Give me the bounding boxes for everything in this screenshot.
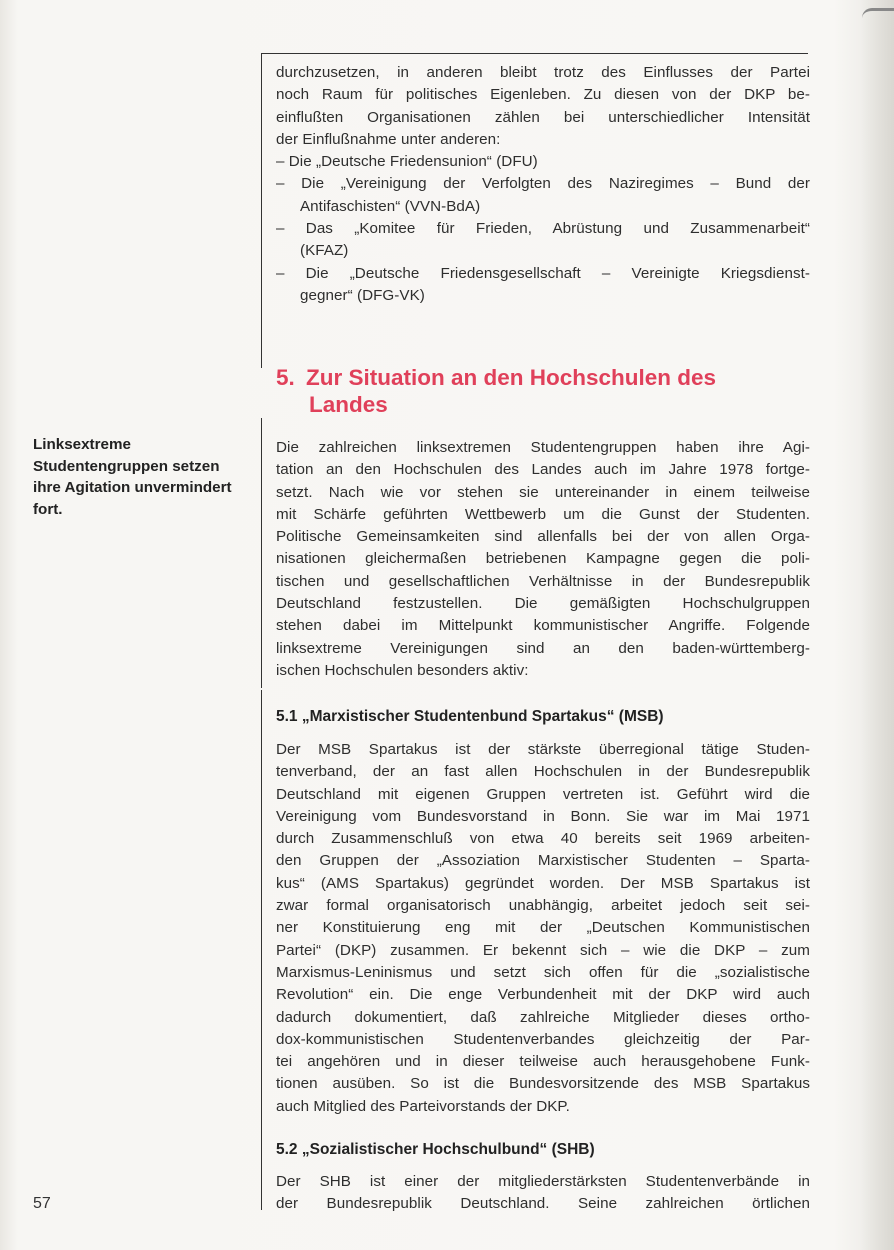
top-rule (262, 53, 808, 54)
section-paragraph (276, 437, 810, 682)
subsection-paragraph (276, 739, 810, 1118)
text-line: mit Schärfe geführten Wettbewerb um die Gunst der Studenten. (276, 505, 810, 523)
column-rule (261, 53, 262, 368)
text-line: tischen und gesellschaftlichen Verhältnisse in der Bundesrepublik (276, 572, 810, 590)
text-line: kus“ (AMS Spartakus) gegründet worden. Der MSB Spartakus ist (276, 874, 810, 892)
text-line: Die zahlreichen linksextremen Studentengruppen haben ihre Agi- (276, 439, 810, 456)
column-rule (261, 418, 262, 688)
text-line: der Bundesrepublik Deutschland. Seine zahlreichen örtlichen (276, 1195, 810, 1213)
list-item: – Das „Komitee für Frieden, Abrüstung und Zusammenarbeit“ (276, 220, 810, 238)
text-line: zwar formal organisatorisch unabhängig, arbeitet jedoch seit sei- (276, 897, 810, 915)
subsection-paragraph (276, 1171, 810, 1216)
text-line: tation an den Hochschulen des Landes auch im Jahre 1978 fortge- (276, 461, 810, 479)
text-line: tionen ausüben. So ist die Bundesvorsitzende des MSB Spartakus (276, 1075, 810, 1093)
list-item: – Die „Vereinigung der Verfolgten des Naziregimes – Bund der (276, 175, 810, 193)
text-line: Der MSB Spartakus ist der stärkste überregional tätige Studen- (276, 741, 810, 758)
text-line: Marxismus-Leninismus und setzt sich offen für die „sozialistische (276, 963, 810, 981)
list-item: – Die „Deutsche Friedensgesellschaft – Vereinigte Kriegsdienst- (276, 264, 810, 282)
text-line: dox-kommunistischen Studentenverbandes gleichzeitig der Par- (276, 1030, 810, 1048)
text-line: Deutschland mit eigenen Gruppen vertreten ist. Geführt wird die (276, 785, 810, 803)
text-line: der Einflußnahme unter anderen: (276, 130, 501, 148)
section-heading (276, 364, 806, 418)
text-line: Vereinigung vom Bundesvorstand in Bonn. Sie war im Mai 1971 (276, 807, 810, 825)
text-line: ner Konstituierung eng mit der „Deutschen Kommunistischen (276, 919, 810, 937)
subsection-heading: 5.1 „Marxistischer Studentenbund Spartakus“ (MSB) (276, 708, 664, 725)
section-number: 5. (276, 365, 295, 390)
page-corner-mark (862, 8, 894, 29)
page-number: 57 (33, 1195, 51, 1212)
text-line: den Gruppen der „Assoziation Marxistischer Studenten – Sparta- (276, 852, 810, 870)
text-line: Der SHB ist einer der mitgliederstärksten Studentenverbände in (276, 1173, 810, 1190)
text-line: einflußten Organisationen zählen bei unterschiedlicher Intensität (276, 108, 810, 126)
text-line: tenverband, der an fast allen Hochschulen in der Bundesrepublik (276, 763, 810, 781)
text-line: stehen dabei im Mittelpunkt kommunistischer Angriffe. Folgende (276, 617, 810, 635)
text-line: durchzusetzen, in anderen bleibt trotz des Einflusses der Partei (276, 64, 810, 81)
text-line: nisationen gleichermaßen betriebenen Kampagne gegen die poli- (276, 550, 810, 568)
text-line: Deutschland festzustellen. Die gemäßigten Hochschulgruppen (276, 595, 810, 613)
list-item-continuation: gegner“ (DFG-VK) (300, 286, 425, 304)
text-line: auch Mitglied des Parteivorstands der DKP. (276, 1097, 570, 1115)
text-line: dadurch dokumentiert, daß zahlreiche Mitglieder dieses ortho- (276, 1008, 810, 1026)
text-line: tei angehören und in dieser teilweise auch herausgehobene Funk- (276, 1053, 810, 1071)
list-item: – Die „Deutsche Friedensunion“ (DFU) (276, 153, 538, 171)
margin-note: Linksextreme Studentengruppen setzen ihre Agitation unvermindert fort. (33, 436, 232, 518)
text-line: Revolution“ ein. Die enge Verbundenheit mit der DKP wird auch (276, 986, 810, 1004)
text-line: linksextreme Vereinigungen sind an den baden-württemberg- (276, 639, 810, 657)
text-line: Partei“ (DKP) zusammen. Er bekennt sich – wie die DKP – zum (276, 941, 810, 959)
intro-paragraph (276, 62, 810, 307)
subsection-heading: 5.2 „Sozialistischer Hochschulbund“ (SHB) (276, 1141, 595, 1158)
section-title-line: Zur Situation an den Hochschulen des (306, 365, 717, 390)
section-title-line: Landes (309, 392, 388, 417)
text-line: noch Raum für politisches Eigenleben. Zu diesen von der DKP be- (276, 86, 810, 104)
text-line: Politische Gemeinsamkeiten sind allenfalls bei der von allen Orga- (276, 528, 810, 546)
text-line: ischen Hochschulen besonders aktiv: (276, 661, 529, 679)
text-line: durch Zusammenschluß von etwa 40 bereits seit 1969 arbeiten- (276, 830, 810, 848)
text-line: setzt. Nach wie vor stehen sie untereinander in einem teilweise (276, 483, 810, 501)
list-item-continuation: Antifaschisten“ (VVN-BdA) (300, 197, 481, 215)
page-edge-shadow (834, 0, 894, 1250)
column-rule (261, 690, 262, 1210)
list-item-continuation: (KFAZ) (300, 242, 349, 260)
